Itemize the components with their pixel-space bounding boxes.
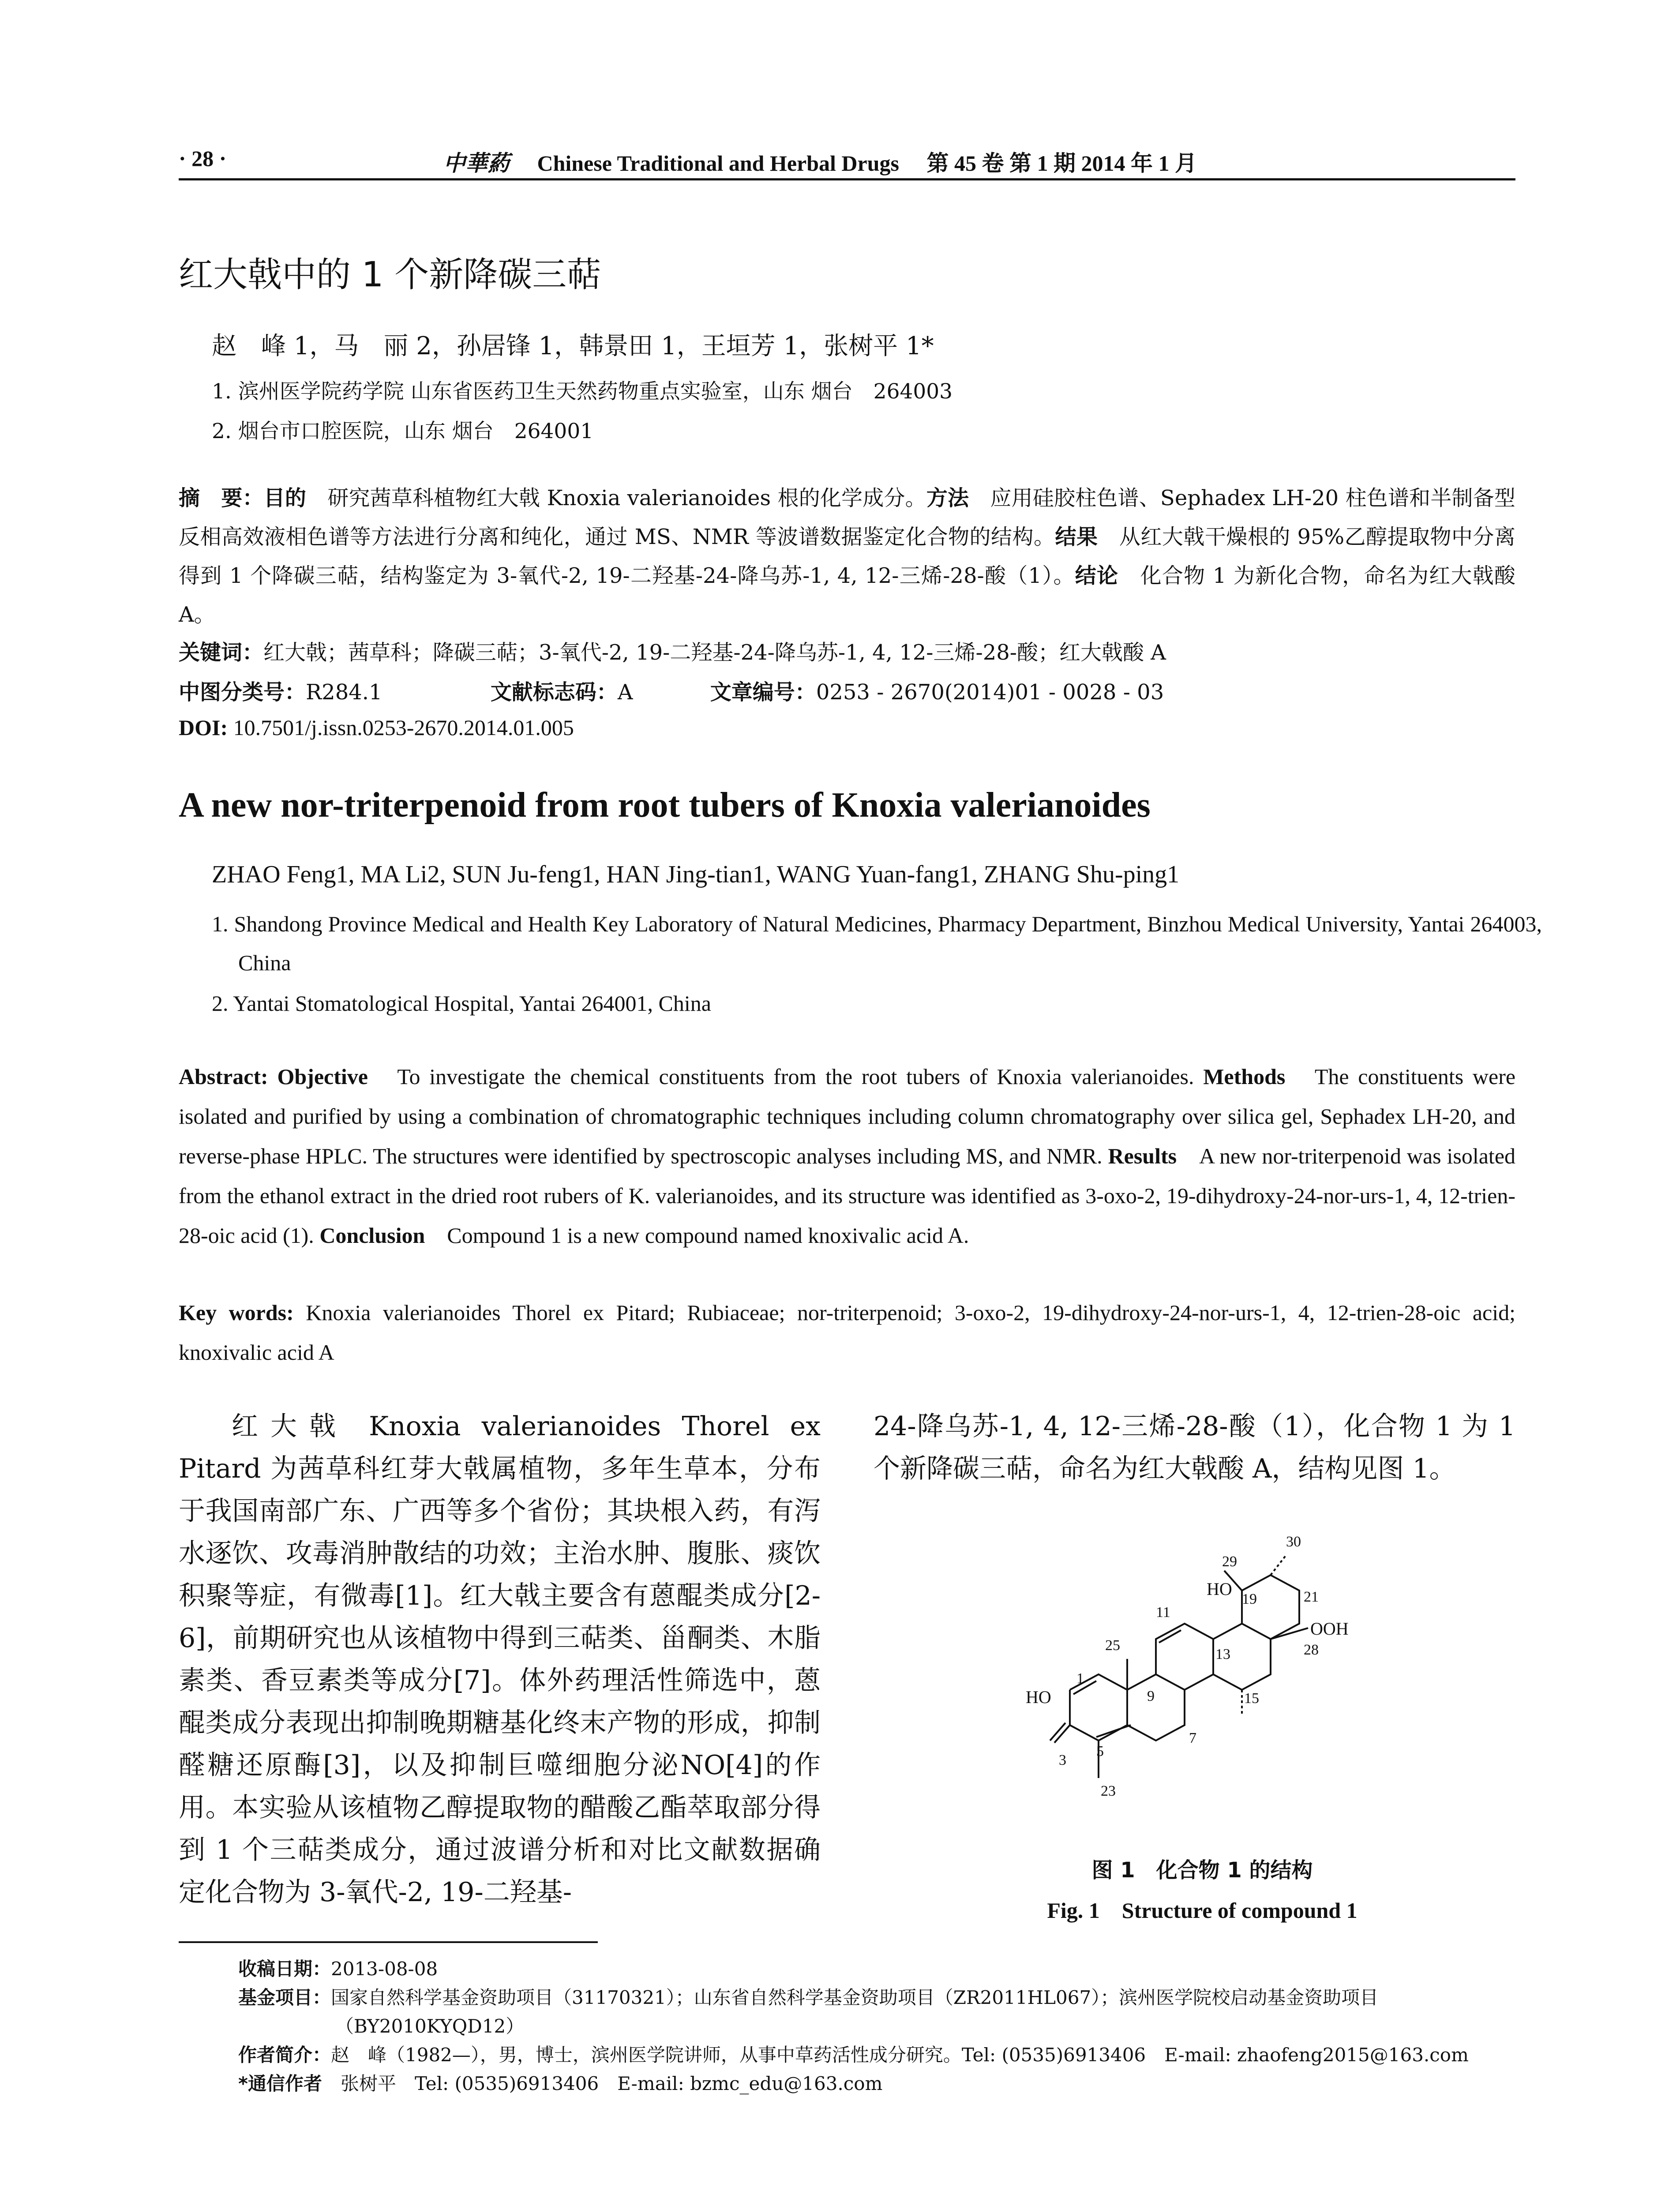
molecule-bonds [1050, 1555, 1308, 1778]
body-left-text: 红大戟 Knoxia valerianoides Thorel ex Pitard 为茜草科红芽大戟属植物，多年生草本，分布于我国南部广东、广西等多个省份；其块根入药，有泻水逐饮、攻毒消肿散结的功效；主治水肿、腹胀、痰饮积聚等症，有微毒[1]。红大戟主要含有蒽醌类成分[2-6]，前期研究也从该植物中得到三萜类、甾酮类、木脂素类、香豆素类等成分[7]。体外药理活性筛选中，蒽醌类成分表现出抑制晚期糖基化终末产物的形成，抑制醛糖还原酶[3]，以及抑制巨噬细胞分泌NO[4]的作用。本实验从该植物乙醇提取物的醋酸乙酯萃取部分得到 1 个三萜类成分，通过波谱分析和对比文献数据确定化合物为 3-氧代-2, 19-二羟基- [179, 1411, 821, 1908]
author-label: 作者简介： [238, 2044, 331, 2066]
clc-value: R284.1 [306, 680, 382, 705]
authors-cn: 赵 峰 1，马 丽 2，孙居锋 1，韩景田 1，王垣芳 1，张树平 1* [212, 332, 934, 360]
methods-cn: 应用硅胶柱色谱、Sephadex LH-20 柱色谱和半制备型反相高效液相色谱等方法进行分离和纯化，通过 MS、NMR 等波谱数据鉴定化合物的结构。 [179, 486, 1515, 549]
methods-label-en: Methods [1203, 1064, 1286, 1089]
abstract-cn [179, 479, 1515, 634]
atom-label-5: 5 [1096, 1743, 1104, 1760]
doi-value: 10.7501/j.issn.0253-2670.2014.01.005 [233, 715, 574, 740]
atom-label-11: 11 [1156, 1604, 1170, 1621]
article-number-value: 0253 - 2670(2014)01 - 0028 - 03 [816, 680, 1164, 705]
page-number: · 28 · [179, 146, 227, 171]
body-right-text: 24-降乌苏-1, 4, 12-三烯-28-酸（1），化合物 1 为 1 个新降碳三萜，命名为红大戟酸 A，结构见图 1。 [874, 1411, 1515, 1484]
atom-label-ho-2: HO [1026, 1687, 1051, 1707]
atom-label-23: 23 [1101, 1783, 1116, 1799]
results-label-en: Results [1108, 1144, 1177, 1168]
atom-label-30: 30 [1286, 1534, 1301, 1550]
body-left-column [179, 1405, 821, 1913]
abstract-cn-label: 摘 要： [179, 486, 264, 510]
objective-en: To investigate the chemical constituents from the root tubers of Knoxia valerianoides. [397, 1064, 1194, 1089]
structure-figure [1004, 1518, 1401, 1853]
classification-line [179, 675, 1164, 705]
objective-label-en: Objective [277, 1064, 368, 1089]
results-label-cn: 结果 [1055, 525, 1098, 549]
keywords-cn-text: 红大戟；茜草科；降碳三萜；3-氧代-2, 19-二羟基-24-降乌苏-1, 4, 12-三烯-28-酸；红大戟酸 A [263, 640, 1166, 665]
title-en: A new nor-triterpenoid from root tubers of Knoxia valerianoides [179, 786, 1151, 825]
conclusion-cn: 化合物 1 为新化合物，命名为红大戟酸 A。 [179, 563, 1515, 627]
journal-name-cn: 中華葯 [443, 150, 510, 176]
journal-issue: 第 45 卷 第 1 期 2014 年 1 月 [926, 151, 1197, 176]
title-cn: 红大戟中的 1 个新降碳三萜 [179, 255, 601, 295]
fund-value: 国家自然科学基金资助项目（31170321）；山东省自然科学基金资助项目（ZR2011HL067）；滨州医学院校启动基金资助项目 [331, 1987, 1379, 2008]
affiliation-cn-2: 2. 烟台市口腔医院，山东 烟台 264001 [212, 419, 594, 443]
atom-label-25: 25 [1105, 1637, 1120, 1654]
footnote-author [238, 2041, 1469, 2067]
molecule-labels [1026, 1534, 1349, 1799]
atom-label-28: 28 [1304, 1642, 1319, 1658]
atom-label-21: 21 [1304, 1589, 1319, 1605]
received-value: 2013-08-08 [331, 1958, 438, 1980]
atom-label-3: 3 [1059, 1752, 1066, 1768]
objective-cn: 研究茜草科植物红大戟 Knoxia valerianoides 根的化学成分。 [327, 486, 926, 510]
doc-code-value: A [617, 680, 633, 705]
atom-label-7: 7 [1189, 1730, 1196, 1746]
objective-label-cn: 目的 [263, 486, 307, 510]
journal-name-en: Chinese Traditional and Herbal Drugs [537, 151, 899, 176]
running-header [179, 146, 1520, 176]
footnote-received [238, 1955, 438, 1981]
doi-line [179, 715, 574, 740]
keywords-cn [179, 635, 1166, 666]
clc-label: 中图分类号： [179, 680, 306, 705]
footnote-fund [238, 1983, 1378, 2010]
atom-label-9: 9 [1147, 1688, 1155, 1704]
conclusion-en: Compound 1 is a new compound named knoxivalic acid A. [447, 1223, 969, 1248]
atom-label-cooh: OOH [1310, 1619, 1349, 1639]
atom-label-ho-19: HO [1207, 1579, 1232, 1599]
conclusion-label-cn: 结论 [1075, 563, 1119, 588]
doc-code-label: 文献标志码： [490, 680, 618, 705]
keywords-en-label: Key words: [179, 1300, 294, 1325]
methods-label-cn: 方法 [926, 486, 969, 510]
atom-label-1: 1 [1076, 1670, 1084, 1687]
atom-label-19: 19 [1242, 1591, 1257, 1607]
body-right-column [874, 1405, 1515, 1490]
footnote-rule [179, 1941, 598, 1943]
conclusion-label-en: Conclusion [319, 1223, 425, 1248]
keywords-en [179, 1293, 1515, 1372]
atom-label-29: 29 [1222, 1553, 1237, 1570]
abstract-en [179, 1057, 1515, 1255]
authors-en: ZHAO Feng1, MA Li2, SUN Ju-feng1, HAN Jing-tian1, WANG Yuan-fang1, ZHANG Shu-ping1 [212, 861, 1180, 888]
atom-label-13: 13 [1215, 1646, 1230, 1662]
affiliation-en-1: 1. Shandong Province Medical and Health Key Laboratory of Natural Medicines, Pharmacy Department, Binzhou Medical University, Yantai 264003, China [212, 912, 1542, 975]
abstract-en-label: Abstract: [179, 1064, 268, 1089]
affiliation-en-2: 2. Yantai Stomatological Hospital, Yantai 264001, China [212, 991, 711, 1016]
results-en: A new nor-triterpenoid was isolated from the ethanol extract in the dried root rubers of K. valerianoides, and its structure was identified as 3-oxo-2, 19-dihydroxy-24-nor-urs-1, 4, 12-trien-28-oic acid (1). [179, 1144, 1516, 1248]
methods-en: The constituents were isolated and purified by using a combination of chromatographic techniques including column chromatography over silica gel, Sephadex LH-20, and reverse-phase HPLC. The structures were identified by spectroscopic analyses including MS, and NMR. [179, 1064, 1516, 1168]
figure-caption-cn: 图 1 化合物 1 的结构 [1091, 1858, 1313, 1883]
doi-label: DOI: [179, 715, 228, 740]
keywords-en-text: Knoxia valerianoides Thorel ex Pitard; Rubiaceae; nor-triterpenoid; 3-oxo-2, 19-dihydroxy-24-nor-urs-1, 4, 12-trien-28-oic acid; knoxivalic acid A [179, 1300, 1516, 1365]
author-value: 赵 峰（1982—），男，博士，滨州医学院讲师，从事中草药活性成分研究。Tel: (0535)6913406 E-mail: zhaofeng2015@163.com [331, 2044, 1469, 2066]
keywords-cn-label: 关键词： [179, 640, 264, 665]
results-cn: 从红大戟干燥根的 95%乙醇提取物中分离得到 1 个降碳三萜，结构鉴定为 3-氧代-2, 19-二羟基-24-降乌苏-1, 4, 12-三烯-28-酸（1）。 [179, 525, 1515, 588]
footnote-fund-cont: （BY2010KYQD12） [335, 2015, 525, 2037]
corresponding-label: *通信作者 [238, 2073, 322, 2094]
journal-title [443, 146, 1197, 177]
received-label: 收稿日期： [238, 1958, 331, 1980]
atom-label-15: 15 [1244, 1690, 1259, 1707]
header-rule [179, 178, 1515, 180]
footnote-corresponding [238, 2069, 882, 2096]
fund-label: 基金项目： [238, 1987, 331, 2008]
corresponding-value: 张树平 Tel: (0535)6913406 E-mail: bzmc_edu@163.com [340, 2073, 883, 2094]
article-number-label: 文章编号： [710, 680, 816, 705]
affiliation-cn-1: 1. 滨州医学院药学院 山东省医药卫生天然药物重点实验室，山东 烟台 264003 [212, 379, 953, 404]
figure-caption-en: Fig. 1 Structure of compound 1 [1047, 1898, 1358, 1923]
